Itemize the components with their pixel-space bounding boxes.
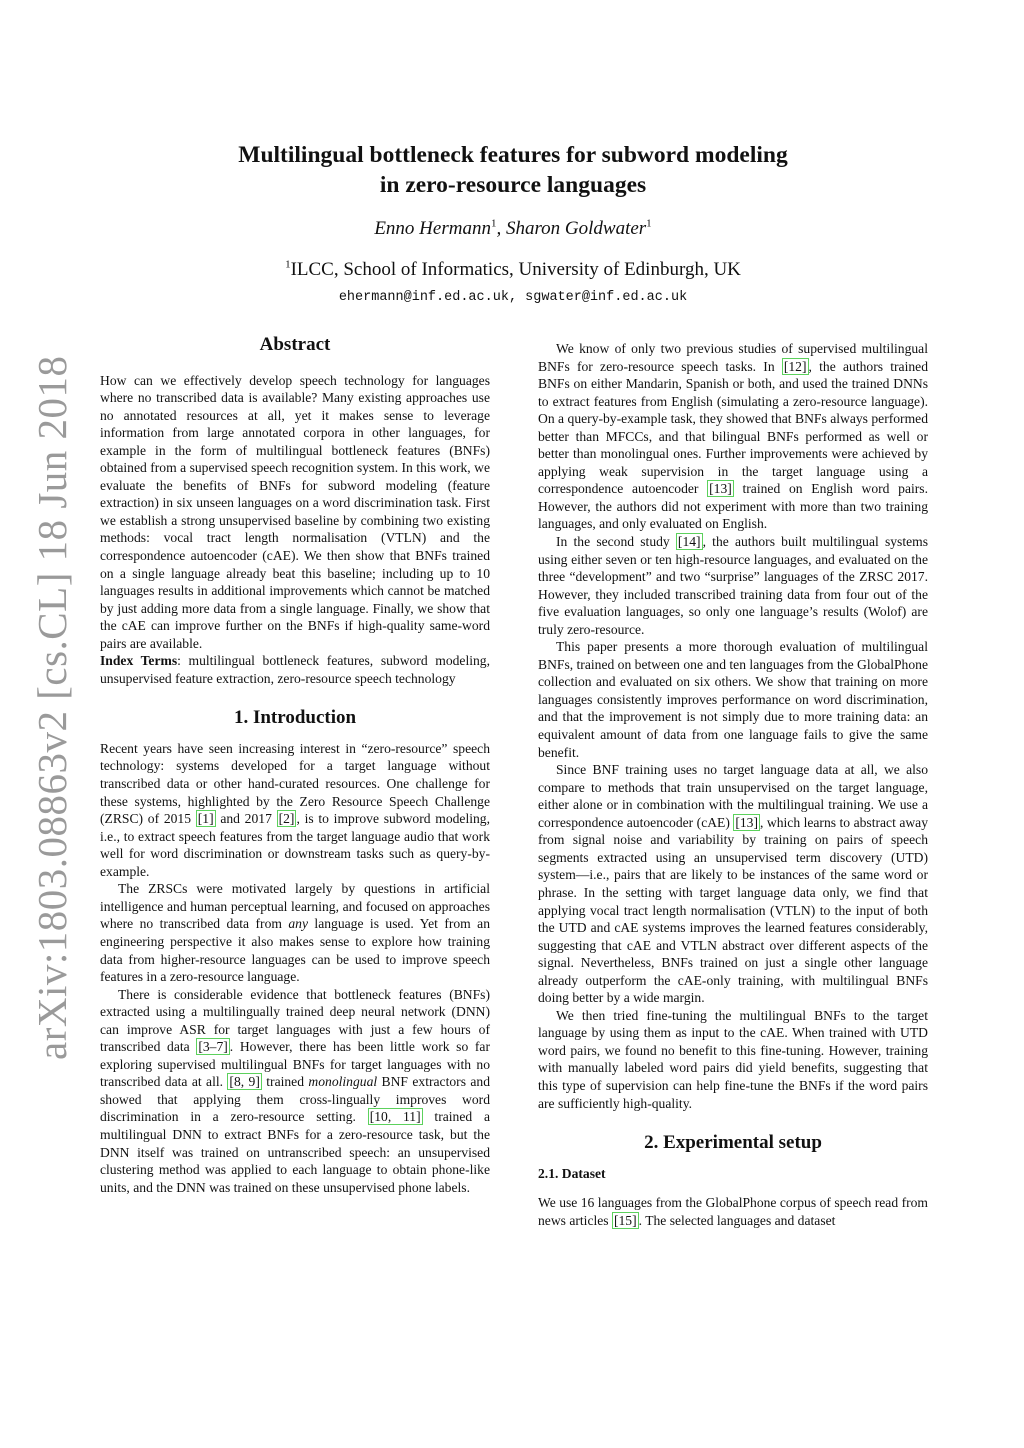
author-2-affil-mark: 1 bbox=[646, 217, 652, 230]
affiliation bbox=[150, 259, 876, 281]
left-column bbox=[100, 336, 490, 1196]
intro-p2-text-b: language is used. Yet from an engineering perspective it also makes sense to explore how training data from higher-resource languages can be used to improve speech features in a zero-resource language. bbox=[100, 916, 491, 985]
affiliation-text: ILCC, School of Informatics, University of Edinburgh, UK bbox=[290, 259, 741, 280]
right-p2-text-b: , the authors built multilingual systems using either seven or ten high-resource languages, and evaluated on the three “development” and two “surprise” languages of the ZRSC 2017. However, they included transcribed training data from four out of the five evaluation languages, so only one language’s results (Wolof) are truly zero-resource. bbox=[538, 534, 929, 637]
right-paragraph-1 bbox=[538, 340, 928, 533]
title-line-1: Multilingual bottleneck features for subword modeling bbox=[238, 142, 788, 168]
introduction-heading: 1. Introduction bbox=[233, 707, 357, 729]
citation-link[interactable]: [12] bbox=[783, 358, 807, 374]
right-paragraph-5: We then tried fine-tuning the multilingual BNFs to the target language by using them as input to the cAE. When trained with UTD word pairs, we found no benefit to this fine-tuning. However, training with manually labeled word pairs did yield benefits, suggesting that this type of supervision can help fine-tune the BNFs if the word pairs are sufficiently high-quality. bbox=[538, 1007, 928, 1111]
right-column bbox=[538, 340, 928, 1229]
citation-link[interactable]: [10, 11] bbox=[369, 1109, 421, 1125]
experimental-setup-heading: 2. Experimental setup bbox=[644, 1132, 822, 1154]
intro-p3-text-e: trained a multilingual DNN to extract BNFs for a zero-resource task, but the DNN itself was trained on untranscribed speech: an unsupervised clustering method was applied to each language to obtain phone-like units, and the DNN was trained on these unsupervised phone labels. bbox=[100, 1109, 490, 1195]
right-paragraph-3: This paper presents a more thorough evaluation of multilingual BNFs, trained on between one and ten languages from the GlobalPhone collection and evaluated on six others. We show that training on more languages consistently improves performance on word discrimination, and that the improvement is not simply due to more training data: an equivalent amount of data from one language fails to give the same benefit. bbox=[538, 639, 928, 760]
right-paragraph-4 bbox=[538, 761, 928, 1007]
author-emails: ehermann@inf.ed.ac.uk, sgwater@inf.ed.ac.uk bbox=[338, 290, 688, 305]
right-paragraph-2 bbox=[538, 533, 928, 638]
index-terms-text: : multilingual bottleneck features, subword modeling, unsupervised feature extraction, zero-resource speech technology bbox=[100, 653, 490, 686]
index-terms-label: Index Terms bbox=[100, 653, 178, 669]
citation-link[interactable]: [8, 9] bbox=[229, 1074, 260, 1090]
right-p1-text-a: We know of only two previous studies of supervised multilingual BNFs for zero-resource speech tasks. In bbox=[538, 341, 928, 374]
intro-p3-emphasis: monolingual bbox=[308, 1074, 378, 1090]
intro-p1-text-a: Recent years have seen increasing interest in “zero-resource” speech technology: systems developed for a target language without transcribed data or other hand-curated resources. One challenge for these systems, highlighted by the Zero Resource Speech Challenge (ZRSC) of 2015 bbox=[100, 740, 490, 827]
intro-p3-text-d: BNF extractors and showed that applying them cross-lingually improves word discrimination in a zero-resource setting. bbox=[100, 1074, 491, 1125]
citation-link[interactable]: [1] bbox=[197, 811, 214, 827]
citation-link[interactable]: [13] bbox=[735, 814, 759, 830]
intro-p3-text-b: . However, there has been little work so far exploring supervised multilingual BNFs for target languages with no transcribed data at all. bbox=[100, 1039, 490, 1090]
index-terms bbox=[100, 652, 490, 687]
author-2: Sharon Goldwater bbox=[505, 218, 647, 239]
citation-link[interactable]: [2] bbox=[278, 811, 295, 827]
right-p1-text-b: , the authors trained BNFs on either Mandarin, Spanish or both, and used the trained DNNs to extract features from English (simulating a zero-resource language). On a query-by-example task, they showed that BNFs always performed better than MFCCs, and that bilingual BNFs performed as well or better than monolingual ones. Further improvements were achieved by applying weak supervision in the target language using a correspondence autoencoder bbox=[538, 358, 928, 497]
author-list bbox=[150, 218, 876, 240]
dataset-text-b: . The selected languages and dataset bbox=[638, 1212, 836, 1228]
intro-paragraph-3 bbox=[100, 986, 490, 1197]
abstract-heading: Abstract bbox=[259, 334, 331, 355]
intro-p3-text-c: trained bbox=[261, 1074, 309, 1090]
intro-p2-emphasis: any bbox=[288, 916, 309, 932]
citation-link[interactable]: [3–7] bbox=[198, 1039, 228, 1055]
intro-paragraph-2 bbox=[100, 880, 490, 985]
arxiv-identifier: arXiv:1803.08863v2 [cs.CL] 18 Jun 2018 bbox=[29, 355, 75, 1060]
intro-p1-text-c: , is to improve subword modeling, i.e., to extract speech features from the target language audio that work well for word discrimination or downstream tasks such as query-by-example. bbox=[100, 811, 491, 879]
citation-link[interactable]: [13] bbox=[709, 481, 732, 497]
citation-link[interactable]: [15] bbox=[613, 1212, 637, 1228]
citation-link[interactable]: [14] bbox=[677, 534, 701, 550]
intro-paragraph-1 bbox=[100, 740, 490, 880]
right-p4-text-a: Since BNF training uses no target language data at all, we also compare to methods that train unsupervised on the target language, either alone or in combination with the multilingual training. We use a correspondence autoencoder (cAE) bbox=[538, 762, 928, 830]
right-p4-text-b: , which learns to abstract away from signal noise and variability by training on pairs of speech segments extracted using an unsupervised term discovery (UTD) system—i.e., pairs that are likely to be instances of the same word or phrase. In the setting with target language data only, we find that applying vocal tract length normalisation (VTLN) to the input of both the UTD and cAE systems improves the learned features considerably, suggesting that cAE and VTLN abstract over different aspects of the signal. Nevertheless, BNFs trained on just a single other language already outperform the cAE-only training, with multilingual BNFs doing better by a wide margin. bbox=[538, 814, 928, 1006]
dataset-subheading: 2.1. Dataset bbox=[538, 1165, 606, 1181]
right-p2-text-a: In the second study bbox=[556, 534, 676, 550]
paper-title bbox=[150, 140, 876, 200]
author-1-affil-mark: 1 bbox=[490, 217, 497, 230]
affiliation-mark: 1 bbox=[285, 258, 291, 271]
intro-p1-text-b: and 2017 bbox=[215, 811, 277, 827]
intro-p2-text-a: The ZRSCs were motivated largely by questions in artificial intelligence and human perceptual learning, and focused on approaches where no transcribed data from bbox=[100, 881, 490, 932]
dataset-paragraph bbox=[538, 1194, 928, 1229]
title-line-2: in zero-resource languages bbox=[379, 172, 647, 198]
intro-p3-text-a: There is considerable evidence that bottleneck features (BNFs) extracted using a multilingually trained deep neural network (DNN) can improve ASR for target languages with just a few hours of transcribed data bbox=[100, 986, 490, 1055]
author-separator: , bbox=[496, 218, 506, 239]
author-1: Enno Hermann bbox=[374, 218, 491, 239]
abstract-text: How can we effectively develop speech technology for languages where no transcribed data is available? Many existing approaches use no annotated resources at all, yet it makes sense to leverage information from large annotated corpora in other languages, for example in the form of multilingual bottleneck features (BNFs) obtained from a supervised speech recognition system. In this work, we evaluate the benefits of BNFs for subword modeling (feature extraction) in six unseen languages on a word discrimination task. First we establish a strong unsupervised baseline by combining two existing methods: vocal tract length normalisation (VTLN) and the correspondence autoencoder (cAE). We then show that BNFs trained on a single language already beat this baseline; including up to 10 languages results in additional improvements which cannot be matched by just adding more data from a single language. Finally, we show that the cAE can improve further on the BNFs if high-quality same-word pairs are available. bbox=[100, 372, 490, 651]
right-p1-text-c: trained on English word pairs. However, the authors did not experiment with more than two training languages, and only evaluated on English. bbox=[538, 481, 928, 532]
dataset-text-a: We use 16 languages from the GlobalPhone corpus of speech read from news articles bbox=[538, 1195, 928, 1228]
